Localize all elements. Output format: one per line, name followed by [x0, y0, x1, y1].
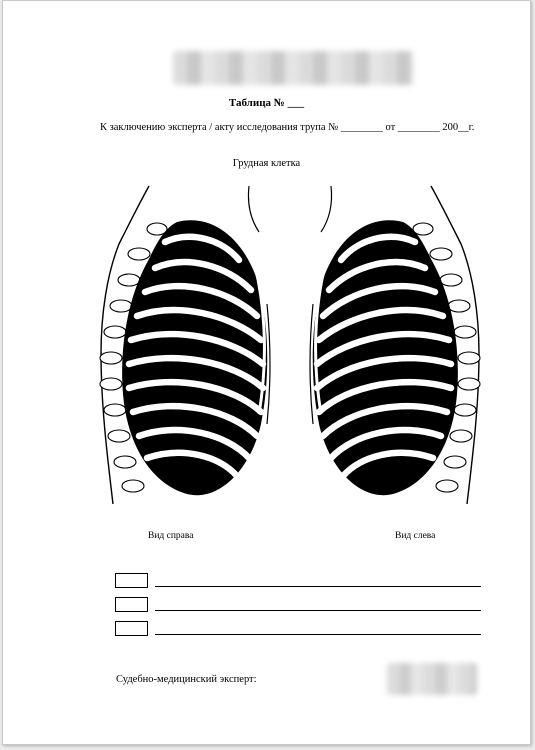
notes-line[interactable] — [155, 610, 481, 611]
notes-row — [115, 621, 481, 637]
notes-row — [115, 597, 481, 613]
notes-marker-box[interactable] — [115, 621, 148, 636]
document-page — [2, 0, 531, 745]
notes-line[interactable] — [155, 634, 481, 635]
figure-caption-left-view: Вид слева — [395, 531, 436, 541]
table-title: Таблица № ___ — [228, 97, 305, 109]
redacted-header — [173, 51, 413, 85]
signer-label: Судебно-медицинский эксперт: — [116, 674, 257, 685]
notes-row — [115, 573, 481, 589]
section-title: Грудная клетка — [232, 158, 301, 169]
figure-caption-right-view: Вид справа — [148, 531, 194, 541]
notes-marker-box[interactable] — [115, 597, 148, 612]
redacted-signature — [387, 663, 477, 695]
notes-marker-box[interactable] — [115, 573, 148, 588]
rib-cage-right-view-icon — [99, 184, 277, 514]
report-reference-line: К заключению эксперта / акту исследования трупа № ________ от ________ 200__г. — [100, 122, 475, 133]
rib-cage-left-view-icon — [303, 184, 481, 514]
notes-line[interactable] — [155, 586, 481, 587]
